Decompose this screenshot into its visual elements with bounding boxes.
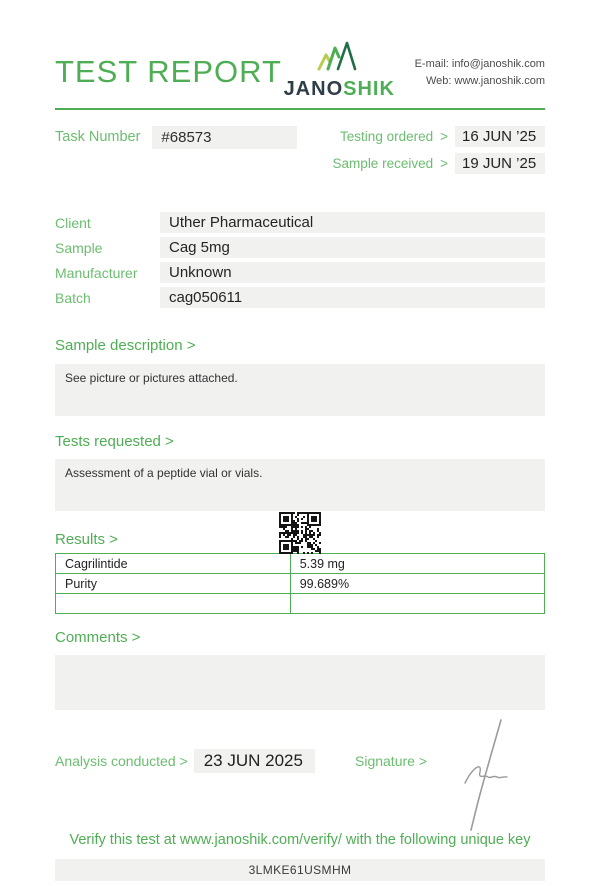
result-value: 99.689% [290, 574, 544, 594]
info-row-client [55, 212, 545, 233]
analysis-signature-row [55, 748, 545, 774]
info-row-batch [55, 287, 545, 308]
janoshik-logo [284, 40, 395, 101]
sample-value: Cag 5mg [160, 237, 545, 258]
task-number-value: #68573 [152, 126, 297, 149]
testing-ordered-row [333, 126, 545, 147]
sample-label: Sample [55, 239, 103, 256]
analysis-conducted-label: Analysis conducted > [55, 753, 188, 769]
qr-code [279, 512, 321, 554]
info-row-sample [55, 237, 545, 258]
header-divider [55, 108, 545, 110]
results-table [55, 553, 545, 614]
sample-received-value: 19 JUN ’25 [455, 153, 545, 174]
testing-ordered-label: Testing ordered [340, 129, 434, 144]
page-title: TEST REPORT [55, 54, 282, 89]
manufacturer-label: Manufacturer [55, 264, 138, 281]
analysis-conducted-value: 23 JUN 2025 [194, 749, 315, 773]
tests-requested-heading: Tests requested > [55, 433, 174, 450]
logo-wordmark [284, 78, 395, 101]
sample-received-row [333, 153, 545, 174]
signature-label: Signature > [355, 753, 427, 769]
tests-requested-box: Assessment of a peptide vial or vials. [55, 459, 545, 511]
header [55, 0, 545, 101]
task-number-label: Task Number [55, 129, 141, 145]
logo-jano: JANO [283, 78, 344, 100]
results-header [55, 511, 545, 553]
unique-key: 3LMKE61USMHM [55, 859, 545, 881]
contact-email: E-mail: info@janoshik.com [414, 58, 545, 70]
sample-description-box: See picture or pictures attached. [55, 364, 545, 416]
info-row-manufacturer [55, 262, 545, 283]
manufacturer-value: Unknown [160, 262, 545, 283]
task-dates [333, 126, 545, 180]
table-row [56, 594, 545, 614]
result-name: Cagrilintide [56, 554, 291, 574]
verify-instruction: Verify this test at www.janoshik.com/verify/ with the following unique key [69, 832, 531, 848]
result-value [290, 594, 544, 614]
testing-ordered-value: 16 JUN ’25 [455, 126, 545, 147]
client-info-section [55, 212, 545, 308]
comments-box [55, 655, 545, 710]
arrow-glyph: > [440, 129, 448, 144]
contact-info [415, 56, 545, 90]
growth-chart-icon [315, 40, 363, 77]
logo-shik: SHIK [343, 78, 395, 100]
client-value: Uther Pharmaceutical [160, 212, 545, 233]
analysis-conducted-field [55, 749, 315, 773]
comments-heading: Comments > [55, 629, 141, 646]
sample-description-heading: Sample description > [55, 337, 196, 354]
table-row [56, 574, 545, 594]
client-label: Client [55, 214, 91, 231]
task-section [55, 126, 545, 180]
result-name [56, 594, 291, 614]
contact-web: Web: www.janoshik.com [425, 75, 545, 88]
batch-value: cag050611 [160, 287, 545, 308]
table-row [56, 554, 545, 574]
signature-field [355, 753, 545, 769]
task-number-field [55, 126, 297, 180]
sample-received-label: Sample received [332, 156, 434, 171]
results-heading: Results > [55, 531, 118, 548]
signature-image [455, 717, 519, 838]
batch-label: Batch [55, 289, 91, 306]
result-value: 5.39 mg [290, 554, 544, 574]
arrow-glyph: > [440, 156, 448, 171]
result-name: Purity [56, 574, 291, 594]
